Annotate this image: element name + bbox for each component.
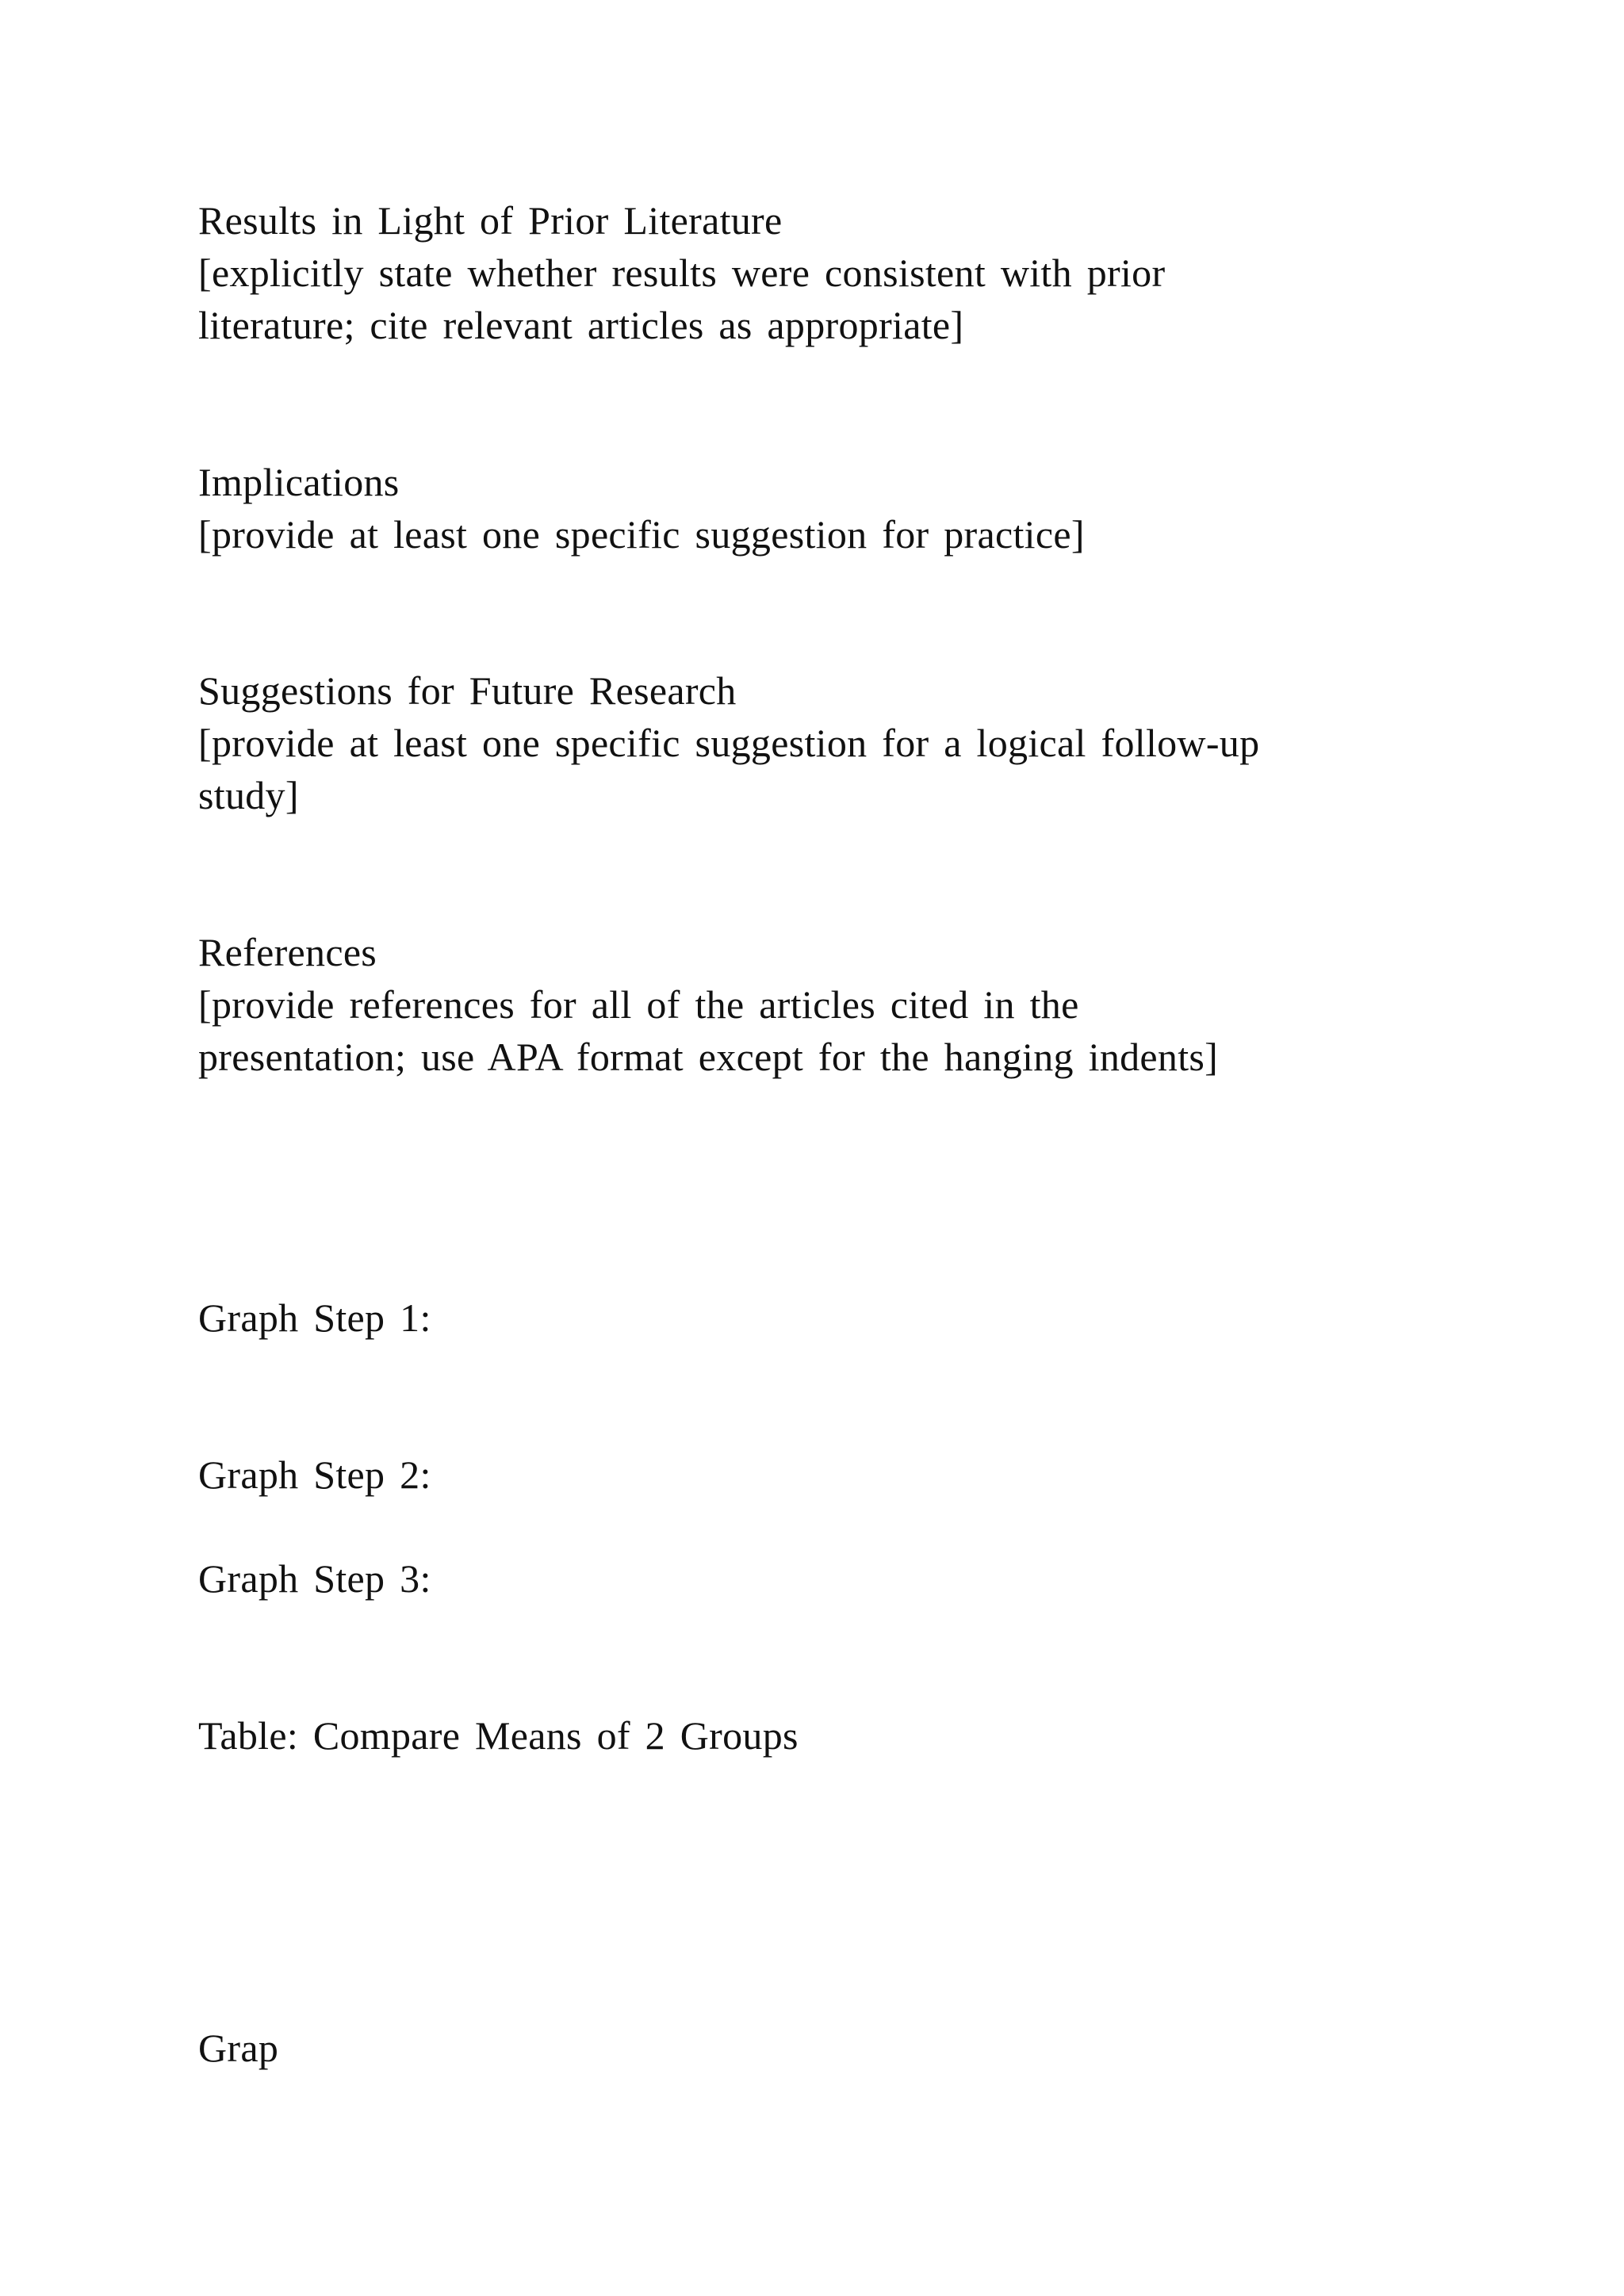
future-research-text-line-1: [provide at least one specific suggestion for a logical follow-up	[198, 721, 1260, 765]
references-text-line-1: [provide references for all of the articles cited in the	[198, 982, 1079, 1027]
implications-text-line-1: [provide at least one specific suggestion for practice]	[198, 512, 1085, 557]
truncated-text: Grap	[198, 2026, 279, 2070]
heading-implications: Implications	[198, 460, 400, 504]
future-research-text-line-2: study]	[198, 773, 299, 817]
heading-future-research: Suggestions for Future Research	[198, 668, 737, 713]
graph-step-1-label: Graph Step 1:	[198, 1295, 431, 1340]
graph-step-2-label: Graph Step 2:	[198, 1452, 431, 1497]
heading-results-prior-literature: Results in Light of Prior Literature	[198, 198, 783, 243]
table-label: Table: Compare Means of 2 Groups	[198, 1713, 799, 1758]
results-prior-literature-text-line-1: [explicitly state whether results were consistent with prior	[198, 251, 1166, 295]
results-prior-literature-text-line-2: literature; cite relevant articles as appropriate]	[198, 303, 964, 347]
references-text-line-2: presentation; use APA format except for the hanging indents]	[198, 1035, 1219, 1079]
graph-step-3-label: Graph Step 3:	[198, 1556, 431, 1601]
heading-references: References	[198, 930, 377, 974]
